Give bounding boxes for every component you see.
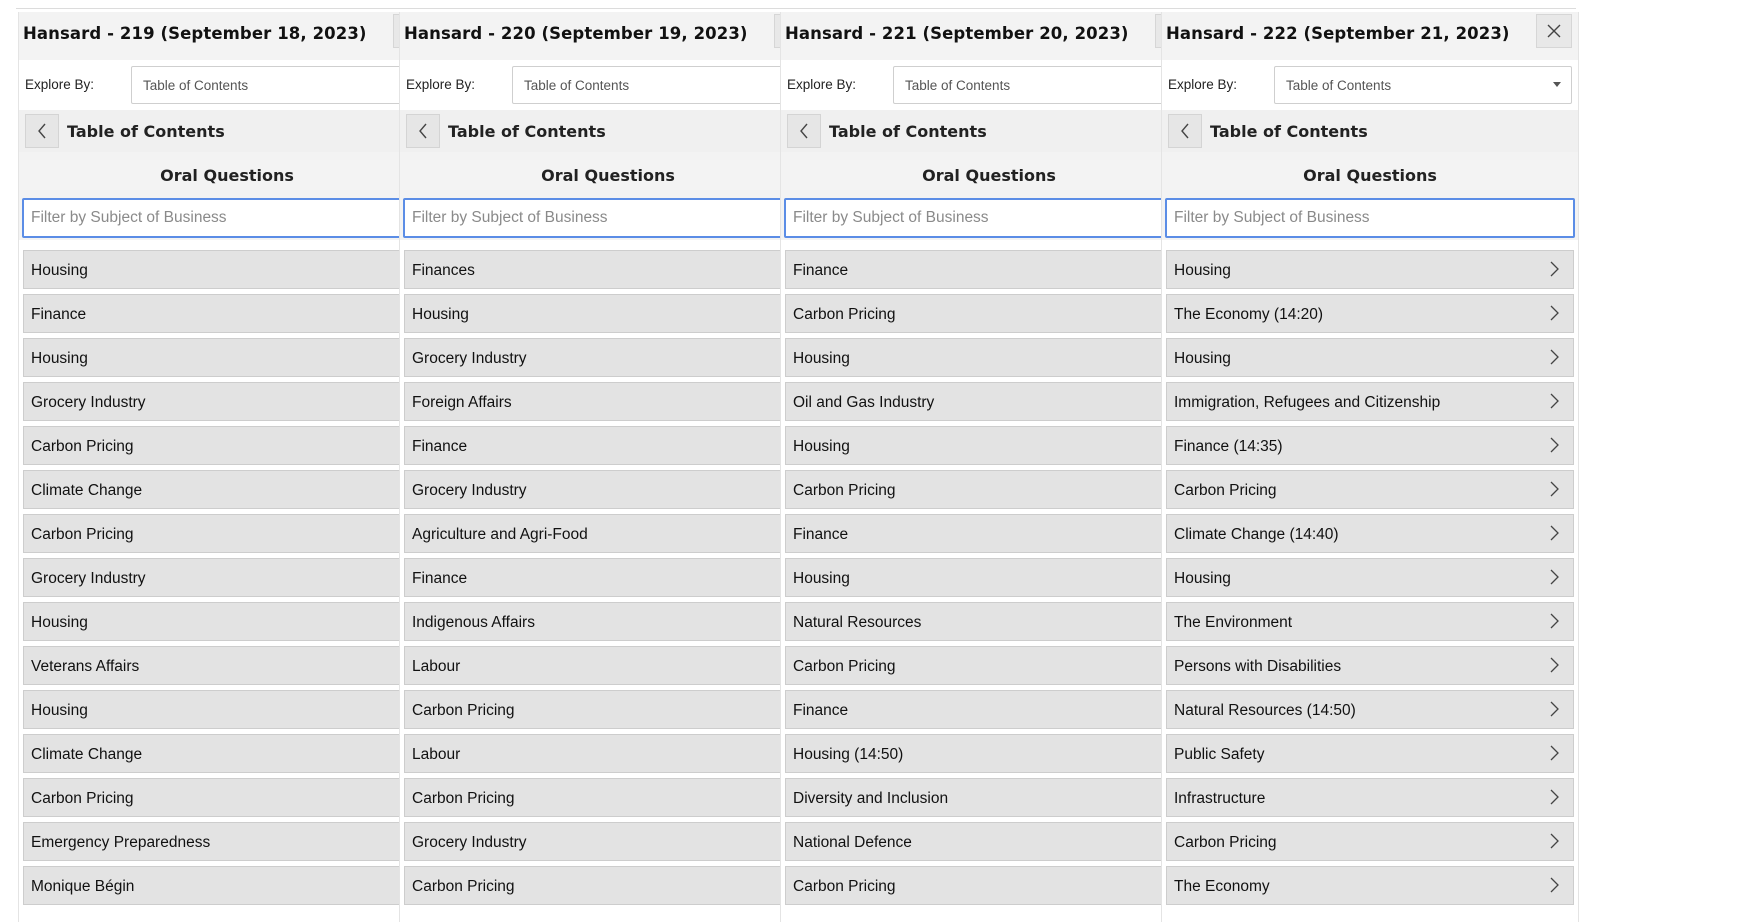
list-item[interactable] xyxy=(404,294,812,333)
list-item-label: Finance xyxy=(31,306,87,323)
toc-header xyxy=(781,110,1197,152)
list-item[interactable] xyxy=(404,734,812,773)
list-item[interactable] xyxy=(23,470,431,509)
chevron-right-icon xyxy=(1547,261,1561,277)
chevron-left-icon xyxy=(37,123,47,139)
explore-by-value: Table of Contents xyxy=(1286,78,1392,93)
chevron-right-icon xyxy=(1547,877,1561,893)
list-item[interactable] xyxy=(23,822,431,861)
toc-header xyxy=(1162,110,1578,152)
list-item-label: Monique Bégin xyxy=(31,878,135,895)
list-item[interactable] xyxy=(404,778,812,817)
list-item[interactable] xyxy=(1166,294,1574,333)
chevron-right-icon xyxy=(1547,393,1561,409)
hansard-panel-1 xyxy=(18,12,436,922)
list-item[interactable] xyxy=(404,250,812,289)
section-heading xyxy=(781,152,1197,198)
close-icon xyxy=(1547,24,1561,38)
list-item[interactable] xyxy=(1166,338,1574,377)
toc-title: Table of Contents xyxy=(67,122,225,141)
list-item[interactable] xyxy=(785,558,1193,597)
list-item-label: Grocery Industry xyxy=(31,570,146,587)
chevron-right-icon xyxy=(1547,657,1561,673)
explore-by-label: Explore By: xyxy=(25,77,95,92)
list-item-label: Finance xyxy=(793,702,849,719)
chevron-left-icon xyxy=(418,123,428,139)
back-button[interactable] xyxy=(25,114,59,148)
list-item-label: Agriculture and Agri-Food xyxy=(412,526,588,543)
list-item-label: Grocery Industry xyxy=(412,350,527,367)
caret-down-icon xyxy=(1553,82,1561,87)
list-item-label: Immigration, Refugees and Citizenship xyxy=(1174,394,1441,411)
list-item[interactable] xyxy=(404,338,812,377)
list-item[interactable] xyxy=(785,822,1193,861)
chevron-right-icon xyxy=(1547,437,1561,453)
list-item[interactable] xyxy=(785,338,1193,377)
list-item[interactable] xyxy=(23,250,431,289)
list-item[interactable] xyxy=(404,514,812,553)
list-item-label: Carbon Pricing xyxy=(31,438,134,455)
list-item-label: Finance (14:35) xyxy=(1174,438,1283,455)
list-item-label: The Economy xyxy=(1174,878,1270,895)
list-item[interactable] xyxy=(23,646,431,685)
panel-header xyxy=(400,12,816,60)
list-item[interactable] xyxy=(1166,558,1574,597)
list-item[interactable] xyxy=(785,382,1193,421)
list-item[interactable] xyxy=(1166,690,1574,729)
explore-by-value: Table of Contents xyxy=(143,78,249,93)
list-item[interactable] xyxy=(404,558,812,597)
list-item-label: Housing xyxy=(793,438,850,455)
chevron-right-icon xyxy=(1547,305,1561,321)
list-item-label: Carbon Pricing xyxy=(412,878,515,895)
list-item-label: Grocery Industry xyxy=(412,834,527,851)
list-item[interactable] xyxy=(785,250,1193,289)
list-item-label: Oil and Gas Industry xyxy=(793,394,935,411)
section-heading xyxy=(1162,152,1578,198)
chevron-right-icon xyxy=(1547,745,1561,761)
explore-by-row xyxy=(1162,60,1578,104)
explore-by-row xyxy=(400,60,816,104)
list-item[interactable] xyxy=(23,382,431,421)
list-item[interactable] xyxy=(23,734,431,773)
list-item[interactable] xyxy=(785,866,1193,905)
top-divider xyxy=(16,8,1576,9)
chevron-left-icon xyxy=(1180,123,1190,139)
list-item-label: The Environment xyxy=(1174,614,1293,631)
list-item[interactable] xyxy=(785,426,1193,465)
panel-title: Hansard - 219 (September 18, 2023) xyxy=(23,24,367,43)
explore-by-label: Explore By: xyxy=(787,77,857,92)
hansard-panel-4 xyxy=(1161,12,1579,922)
filter-area xyxy=(19,198,435,240)
explore-by-value: Table of Contents xyxy=(524,78,630,93)
list-item-label: Veterans Affairs xyxy=(31,658,140,675)
list-item[interactable] xyxy=(1166,866,1574,905)
list-item[interactable] xyxy=(23,294,431,333)
list-item[interactable] xyxy=(23,514,431,553)
explore-by-value: Table of Contents xyxy=(905,78,1011,93)
explore-by-select[interactable] xyxy=(131,66,429,104)
list-item[interactable] xyxy=(23,778,431,817)
panel-header xyxy=(1162,12,1578,60)
list-item-label: Carbon Pricing xyxy=(31,790,134,807)
list-item[interactable] xyxy=(785,734,1193,773)
list-item-label: The Economy (14:20) xyxy=(1174,306,1324,323)
list-item-label: Finance xyxy=(793,526,849,543)
section-heading-label: Oral Questions xyxy=(160,166,294,185)
list-item-label: Housing xyxy=(31,702,88,719)
list-item-label: Carbon Pricing xyxy=(31,526,134,543)
list-item-label: Labour xyxy=(412,658,461,675)
list-item-label: Grocery Industry xyxy=(31,394,146,411)
list-item-label: Housing (14:50) xyxy=(793,746,904,763)
chevron-right-icon xyxy=(1547,525,1561,541)
list-item-label: Housing xyxy=(1174,262,1231,279)
filter-area xyxy=(781,198,1197,240)
back-button[interactable] xyxy=(406,114,440,148)
list-item-label: Grocery Industry xyxy=(412,482,527,499)
list-item[interactable] xyxy=(404,470,812,509)
list-item[interactable] xyxy=(785,470,1193,509)
list-item[interactable] xyxy=(1166,646,1574,685)
list-item[interactable] xyxy=(23,602,431,641)
explore-by-label: Explore By: xyxy=(406,77,476,92)
explore-by-select[interactable] xyxy=(1274,66,1572,104)
list-item[interactable] xyxy=(1166,514,1574,553)
subject-list xyxy=(19,250,435,910)
chevron-right-icon xyxy=(1547,701,1561,717)
section-heading-label: Oral Questions xyxy=(1303,166,1437,185)
list-item-label: Carbon Pricing xyxy=(1174,834,1277,851)
list-item-label: Finance xyxy=(412,438,468,455)
list-item-label: Housing xyxy=(31,350,88,367)
list-item[interactable] xyxy=(1166,426,1574,465)
toc-header xyxy=(19,110,435,152)
list-item-label: Housing xyxy=(412,306,469,323)
filter-input[interactable] xyxy=(22,198,432,238)
panel-title: Hansard - 221 (September 20, 2023) xyxy=(785,24,1129,43)
chevron-right-icon xyxy=(1547,789,1561,805)
list-item[interactable] xyxy=(23,338,431,377)
toc-title: Table of Contents xyxy=(1210,122,1368,141)
list-item-label: Infrastructure xyxy=(1174,790,1266,807)
list-item-label: Housing xyxy=(1174,570,1231,587)
chevron-right-icon xyxy=(1547,349,1561,365)
explore-by-label: Explore By: xyxy=(1168,77,1238,92)
list-item[interactable] xyxy=(1166,778,1574,817)
list-item-label: Natural Resources xyxy=(793,614,922,631)
list-item[interactable] xyxy=(785,690,1193,729)
filter-area xyxy=(1162,198,1578,240)
list-item[interactable] xyxy=(23,426,431,465)
filter-area xyxy=(400,198,816,240)
panel-header xyxy=(781,12,1197,60)
list-item-label: Housing xyxy=(31,614,88,631)
list-item-label: Climate Change xyxy=(31,482,143,499)
list-item-label: Housing xyxy=(31,262,88,279)
list-item[interactable] xyxy=(1166,250,1574,289)
panel-title: Hansard - 220 (September 19, 2023) xyxy=(404,24,748,43)
chevron-right-icon xyxy=(1547,569,1561,585)
list-item-label: Carbon Pricing xyxy=(793,878,896,895)
back-button[interactable] xyxy=(787,114,821,148)
section-heading xyxy=(400,152,816,198)
back-button[interactable] xyxy=(1168,114,1202,148)
list-item-label: Carbon Pricing xyxy=(412,790,515,807)
list-item[interactable] xyxy=(23,866,431,905)
list-item[interactable] xyxy=(23,690,431,729)
subject-list xyxy=(1162,250,1578,910)
list-item[interactable] xyxy=(23,558,431,597)
filter-input[interactable] xyxy=(1165,198,1575,238)
list-item[interactable] xyxy=(785,514,1193,553)
explore-by-select[interactable] xyxy=(512,66,810,104)
section-heading-label: Oral Questions xyxy=(541,166,675,185)
list-item-label: Carbon Pricing xyxy=(793,658,896,675)
list-item[interactable] xyxy=(1166,602,1574,641)
section-heading xyxy=(19,152,435,198)
list-item-label: Climate Change (14:40) xyxy=(1174,526,1339,543)
list-item-label: Finance xyxy=(412,570,468,587)
list-item-label: Foreign Affairs xyxy=(412,394,512,411)
chevron-right-icon xyxy=(1547,833,1561,849)
list-item-label: Housing xyxy=(1174,350,1231,367)
list-item-label: Indigenous Affairs xyxy=(412,614,535,631)
panel-title: Hansard - 222 (September 21, 2023) xyxy=(1166,24,1510,43)
list-item[interactable] xyxy=(404,602,812,641)
subject-list xyxy=(781,250,1197,910)
list-item-label: Housing xyxy=(793,350,850,367)
list-item[interactable] xyxy=(785,646,1193,685)
hansard-panel-3 xyxy=(780,12,1198,922)
panel-header xyxy=(19,12,435,60)
filter-input[interactable] xyxy=(403,198,813,238)
explore-by-row xyxy=(19,60,435,104)
list-item-label: Emergency Preparedness xyxy=(31,834,211,851)
list-item[interactable] xyxy=(404,646,812,685)
toc-title: Table of Contents xyxy=(448,122,606,141)
list-item[interactable] xyxy=(404,382,812,421)
list-item-label: Housing xyxy=(793,570,850,587)
list-item-label: Carbon Pricing xyxy=(793,306,896,323)
toc-header xyxy=(400,110,816,152)
list-item-label: Natural Resources (14:50) xyxy=(1174,702,1356,719)
list-item[interactable] xyxy=(404,866,812,905)
list-item[interactable] xyxy=(1166,470,1574,509)
list-item-label: Persons with Disabilities xyxy=(1174,658,1342,675)
list-item-label: Labour xyxy=(412,746,461,763)
list-item-label: Climate Change xyxy=(31,746,143,763)
list-item[interactable] xyxy=(1166,822,1574,861)
explore-by-row xyxy=(781,60,1197,104)
list-item-label: Carbon Pricing xyxy=(793,482,896,499)
list-item-label: National Defence xyxy=(793,834,912,851)
list-item[interactable] xyxy=(1166,734,1574,773)
subject-list xyxy=(400,250,816,910)
list-item[interactable] xyxy=(1166,382,1574,421)
list-item[interactable] xyxy=(785,602,1193,641)
list-item[interactable] xyxy=(404,426,812,465)
list-item-label: Carbon Pricing xyxy=(1174,482,1277,499)
list-item-label: Diversity and Inclusion xyxy=(793,790,949,807)
list-item[interactable] xyxy=(785,294,1193,333)
chevron-left-icon xyxy=(799,123,809,139)
filter-input[interactable] xyxy=(784,198,1194,238)
explore-by-select[interactable] xyxy=(893,66,1191,104)
list-item-label: Carbon Pricing xyxy=(412,702,515,719)
list-item-label: Finances xyxy=(412,262,475,279)
chevron-right-icon xyxy=(1547,613,1561,629)
hansard-panel-2 xyxy=(399,12,817,922)
close-button[interactable] xyxy=(1536,14,1572,48)
list-item[interactable] xyxy=(404,690,812,729)
list-item-label: Public Safety xyxy=(1174,746,1265,763)
list-item[interactable] xyxy=(785,778,1193,817)
list-item[interactable] xyxy=(404,822,812,861)
list-item-label: Finance xyxy=(793,262,849,279)
toc-title: Table of Contents xyxy=(829,122,987,141)
section-heading-label: Oral Questions xyxy=(922,166,1056,185)
chevron-right-icon xyxy=(1547,481,1561,497)
